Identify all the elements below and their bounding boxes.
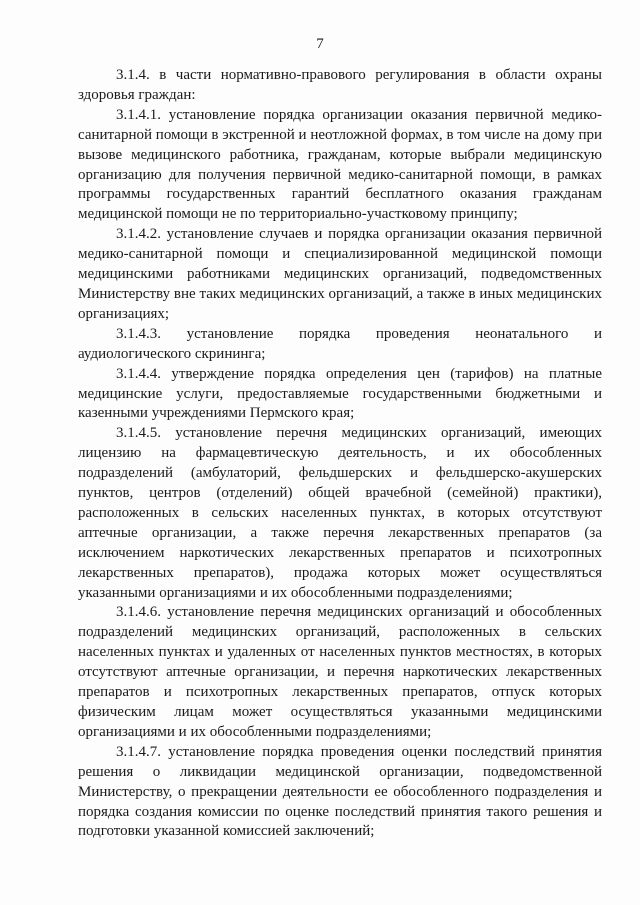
paragraph-3-1-4-7: 3.1.4.7. установление порядка проведения оценки последствий принятия решения о ликвидации медицинской организации, подведомственной Министерству, о прекращении деятельности ее обособленного подразделения и порядка создания комиссии по оценке последствий принятия такого решения и подготовки указанной комиссией заключений; (78, 743, 602, 840)
paragraph-3-1-4: 3.1.4. в части нормативно-правового регулирования в области охраны здоровья граждан: (78, 67, 602, 103)
paragraph-3-1-4-6: 3.1.4.6. установление перечня медицинских организаций и обособленных подразделений медицинских организаций, расположенных в сельских населенных пунктах и удаленных от населенных пунктов местностях, в которых отсутствуют аптечные организации, и перечня наркотических лекарственных препаратов и психотропных лекарственных препаратов, отпуск которых физическим лицам может осуществляться указанными медицинскими организациями и их обособленными подразделениями; (78, 604, 602, 740)
document-body (78, 66, 602, 842)
paragraph-3-1-4-1: 3.1.4.1. установление порядка организации оказания первичной медико-санитарной помощи в экстренной и неотложной формах, в том числе на дому при вызове медицинского работника, гражданам, которые выбрали медицинскую организацию для получения первичной медико-санитарной помощи, в рамках программы государственных гарантий бесплатного оказания гражданам медицинской помощи не по территориально-участковому принципу; (78, 106, 602, 223)
paragraph-3-1-4-5: 3.1.4.5. установление перечня медицинских организаций, имеющих лицензию на фармацевтическую деятельность, и их обособленных подразделений (амбулаторий, фельдшерских и фельдшерско-акушерских пунктов, центров (отделений) общей врачебной (семейной) практики), расположенных в сельских населенных пунктах, в которых отсутствуют аптечные организации, а также перечня лекарственных препаратов (за исключением наркотических лекарственных препаратов и психотропных лекарственных препаратов), продажа которых может осуществляться указанными организациями и их обособленными подразделениями; (78, 425, 602, 601)
paragraph-3-1-4-2: 3.1.4.2. установление случаев и порядка организации оказания первичной медико-санитарной помощи и специализированной медицинской помощи медицинскими работниками медицинских организаций, подведомственных Министерству вне таких медицинских организаций, а также в иных медицинских организациях; (78, 226, 602, 322)
paragraph-3-1-4-3: 3.1.4.3. установление порядка проведения неонатального и аудиологического скрининга; (78, 325, 602, 362)
page-number: 7 (316, 36, 324, 52)
paragraph-3-1-4-4: 3.1.4.4. утверждение порядка определения цен (тарифов) на платные медицинские услуги, предоставляемые государственными бюджетными и казенными учреждениями Пермского края; (78, 365, 602, 422)
